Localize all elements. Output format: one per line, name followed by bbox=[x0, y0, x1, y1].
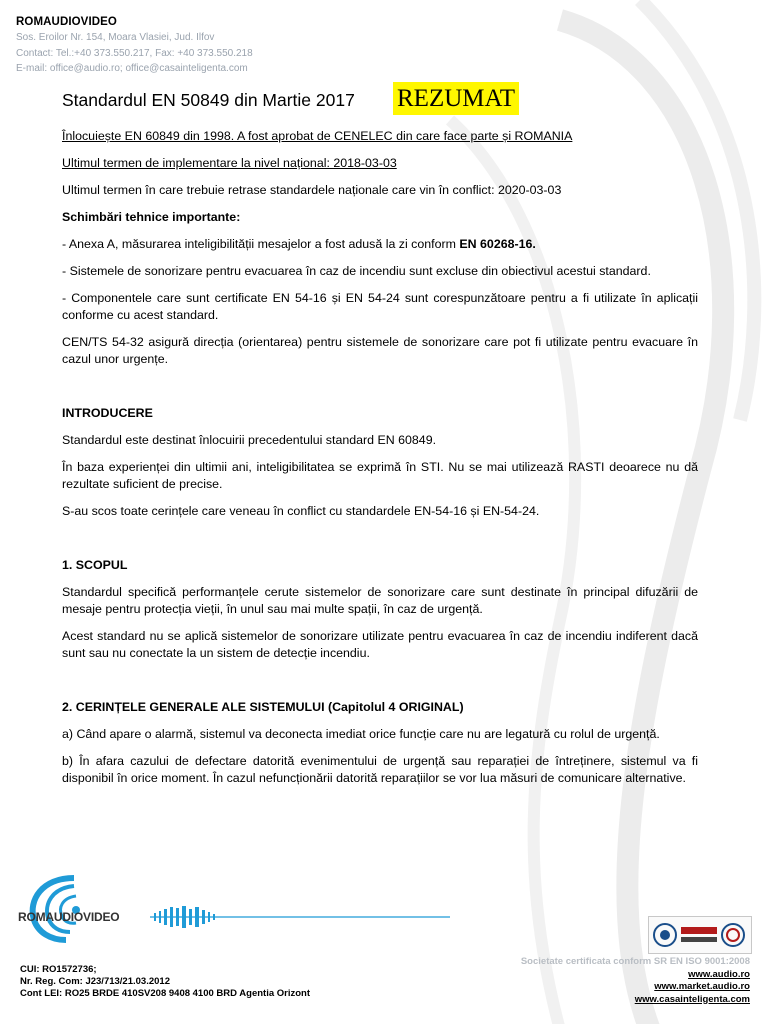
implementation-deadline: Ultimul termen de implementare la nivel național: 2018-03-03 bbox=[62, 156, 397, 170]
company-name: ROMAUDIOVIDEO bbox=[16, 16, 117, 28]
certification-badge-icon bbox=[649, 917, 751, 953]
company-contact: Contact: Tel.:+40 373.550.217, Fax: +40 373.550.218 bbox=[16, 48, 253, 59]
change-annex-a bbox=[62, 236, 698, 253]
change-annex-a-text: - Anexa A, măsurarea inteligibilității mesajelor a fost adusă la zi conform bbox=[62, 237, 460, 251]
link-audio[interactable]: www.audio.ro bbox=[688, 968, 750, 980]
bank-account: Cont LEI: RO25 BRDE 410SV208 9408 4100 BRD Agentia Orizont bbox=[20, 988, 311, 999]
intro-paragraph-2: În baza experienței din ultimii ani, inteligibilitatea se exprimă în STI. Nu se mai utilizează RASTI deoarece nu dă rezultate suficient de precise. bbox=[62, 460, 698, 491]
scope-paragraph-2: Acest standard nu se aplică sistemelor de sonorizare utilizate pentru evacuarea în caz de incendiu indiferent dacă sunt sau nu conectate la un sistem de detecție incendiu. bbox=[62, 629, 698, 660]
intro-heading: INTRODUCERE bbox=[62, 406, 153, 420]
change-components: - Componentele care sunt certificate EN 54-16 și EN 54-24 sunt corespunzătoare pentru a fi utilizate în aplicații conforme cu acest standard. bbox=[62, 291, 698, 322]
company-email: E-mail: office@audio.ro; office@casainteligenta.com bbox=[16, 63, 248, 74]
document-title: Standardul EN 50849 din Martie 2017 bbox=[62, 90, 355, 110]
scope-heading: 1. SCOPUL bbox=[62, 558, 128, 572]
technical-changes-heading: Schimbări tehnice importante: bbox=[62, 210, 241, 224]
iso-certification: Societate certificata conform SR EN ISO 9001:2008 bbox=[520, 956, 750, 967]
footer-brand: ROMAUDIOVIDEO bbox=[18, 910, 120, 924]
document-body bbox=[62, 128, 698, 787]
certification-logos bbox=[648, 916, 752, 954]
intro-paragraph-3: S-au scos toate cerințele care veneau în conflict cu standardele EN-54-16 și EN-54-24. bbox=[62, 504, 540, 518]
intro-paragraph-1: Standardul este destinat înlocuirii precedentului standard EN 60849. bbox=[62, 433, 437, 447]
company-address: Sos. Eroilor Nr. 154, Moara Vlasiei, Jud. Ilfov bbox=[16, 32, 215, 43]
rezumat-badge: REZUMAT bbox=[393, 82, 519, 115]
trade-register: Nr. Reg. Com: J23/713/21.03.2012 bbox=[20, 976, 170, 987]
withdrawal-deadline: Ultimul termen în care trebuie retrase standardele naționale care vin în conflict: 2020-03-03 bbox=[62, 183, 562, 197]
company-registration bbox=[20, 964, 310, 1000]
cui: CUI: RO1572736; bbox=[20, 964, 97, 975]
requirement-b: b) În afara cazului de defectare datorită evenimentului de urgență sau reparației de întreținere, sistemul va fi disponibil în orice moment. În cazul nefuncționării datorită reparațiilor se vor lua măsuri de comunicare alternative. bbox=[62, 754, 698, 785]
requirements-heading: 2. CERINȚELE GENERALE ALE SISTEMULUI (Capitolul 4 ORIGINAL) bbox=[62, 700, 464, 714]
change-cen-ts: CEN/TS 54-32 asigură direcția (orientarea) pentru sistemele de sonorizare care pot fi utilizate pentru evacuare în cazul unor urgențe. bbox=[62, 335, 698, 366]
replaces-paragraph: Înlocuiește EN 60849 din 1998. A fost aprobat de CENELEC din care face parte și ROMANIA bbox=[62, 129, 573, 143]
link-casainteligenta[interactable]: www.casainteligenta.com bbox=[634, 993, 750, 1005]
requirement-a: a) Când apare o alarmă, sistemul va deconecta imediat orice funcție care nu are legatură cu rolul de urgență. bbox=[62, 727, 660, 741]
sound-wave-graphic bbox=[150, 906, 450, 928]
link-market-audio[interactable]: www.market.audio.ro bbox=[654, 981, 750, 992]
footer-links bbox=[521, 956, 750, 1006]
change-fire-evacuation: - Sistemele de sonorizare pentru evacuarea în caz de incendiu sunt excluse din obiectivul acestui standard. bbox=[62, 264, 651, 278]
change-annex-a-standard: EN 60268-16. bbox=[459, 237, 536, 251]
scope-paragraph-1: Standardul specifică performanțele cerute sistemelor de sonorizare care sunt destinate în principal difuzării de mesaje pentru protecția vieții, în unul sau mai multe spații, în caz de urgență. bbox=[62, 585, 698, 616]
